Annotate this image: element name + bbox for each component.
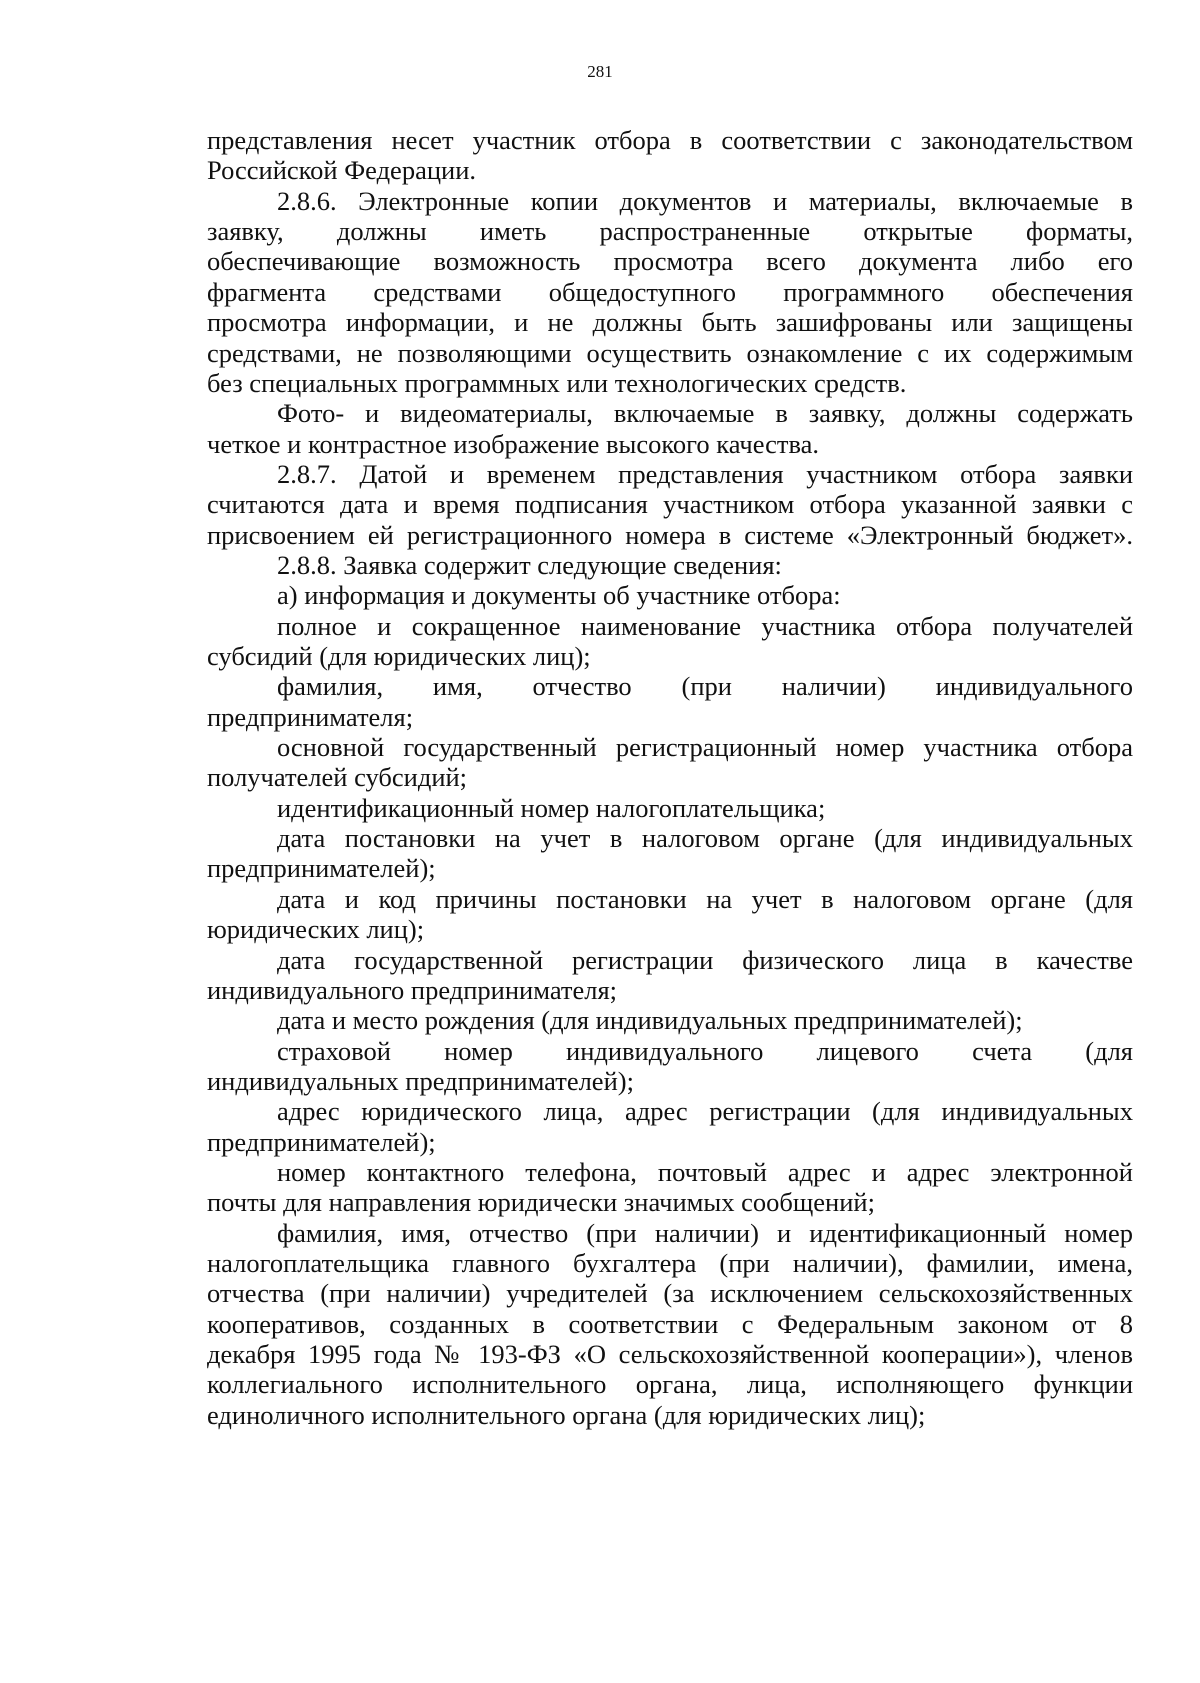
text-line: 2.8.6. Электронные копии документов и материалы, включаемые в: [277, 185, 1133, 216]
text-line: субсидий (для юридических лиц);: [207, 641, 591, 671]
text-line: коллегиального исполнительного органа, лица, исполняющего функции: [207, 1369, 1133, 1400]
text-line: налогоплательщика главного бухгалтера (при наличии), фамилии, имена,: [207, 1248, 1133, 1278]
text-line: юридических лиц);: [207, 914, 425, 945]
text-line: кооперативов, созданных в соответствии с Федеральным законом от 8: [207, 1308, 1133, 1339]
text-line: без специальных программных или технологических средств.: [207, 367, 907, 398]
text-line: считаются дата и время подписания участником отбора указанной заявки с: [207, 489, 1133, 520]
text-line: 2.8.8. Заявка содержит следующие сведения:: [277, 549, 782, 580]
text-line: идентификационный номер налогоплательщика;: [277, 792, 826, 823]
text-line: Фото- и видеоматериалы, включаемые в заявку, должны содержать: [277, 398, 1133, 429]
text-line: дата и место рождения (для индивидуальных предпринимателей);: [277, 1005, 1023, 1036]
text-line: индивидуальных предпринимателей);: [207, 1065, 634, 1096]
text-line: фрагмента средствами общедоступного программного обеспечения: [207, 276, 1133, 307]
text-line: средствами, не позволяющими осуществить ознакомление с их содержимым: [207, 337, 1133, 368]
text-line: единоличного исполнительного органа (для юридических лиц);: [207, 1399, 926, 1430]
text-line: предпринимателей);: [207, 853, 436, 884]
text-line: почты для направления юридически значимых сообщений;: [207, 1187, 875, 1218]
text-line: адрес юридического лица, адрес регистрации (для индивидуальных: [277, 1096, 1133, 1127]
text-line: обеспечивающие возможность просмотра всего документа либо его: [207, 246, 1133, 277]
text-line: номер контактного телефона, почтовый адрес и адрес электронной: [277, 1156, 1133, 1187]
text-line: предпринимателя;: [207, 701, 414, 732]
text-line: заявку, должны иметь распространенные открытые форматы,: [207, 216, 1133, 247]
text-line: индивидуального предпринимателя;: [207, 974, 618, 1005]
text-line: Российской Федерации.: [207, 155, 476, 186]
text-line: четкое и контрастное изображение высокого качества.: [207, 428, 820, 459]
text-line: страховой номер индивидуального лицевого счета (для: [277, 1035, 1133, 1066]
text-line: декабря 1995 года № 193-ФЗ «О сельскохозяйственной кооперации»), членов: [207, 1339, 1133, 1369]
text-line: полное и сокращенное наименование участника отбора получателей: [277, 610, 1133, 641]
text-line: отчества (при наличии) учредителей (за исключением сельскохозяйственных: [207, 1278, 1133, 1309]
text-line: а) информация и документы об участнике отбора:: [277, 580, 841, 611]
text-line: дата и код причины постановки на учет в налоговом органе (для: [277, 883, 1133, 914]
text-line: 2.8.7. Датой и временем представления участником отбора заявки: [277, 458, 1133, 489]
text-line: представления несет участник отбора в соответствии с законодательством: [207, 125, 1133, 155]
text-line: дата государственной регистрации физического лица в качестве: [277, 944, 1133, 975]
text-line: присвоением ей регистрационного номера в системе «Электронный бюджет».: [207, 519, 1133, 550]
text-line: просмотра информации, и не должны быть зашифрованы или защищены: [207, 307, 1133, 338]
page-number: 281: [587, 62, 613, 81]
text-line: фамилия, имя, отчество (при наличии) и идентификационный номер: [277, 1217, 1133, 1248]
text-line: получателей субсидий;: [207, 762, 468, 793]
text-line: предпринимателей);: [207, 1126, 436, 1157]
text-line: основной государственный регистрационный номер участника отбора: [277, 732, 1133, 762]
text-line: дата постановки на учет в налоговом органе (для индивидуальных: [277, 823, 1133, 854]
text-line: фамилия, имя, отчество (при наличии) индивидуального: [277, 671, 1133, 702]
